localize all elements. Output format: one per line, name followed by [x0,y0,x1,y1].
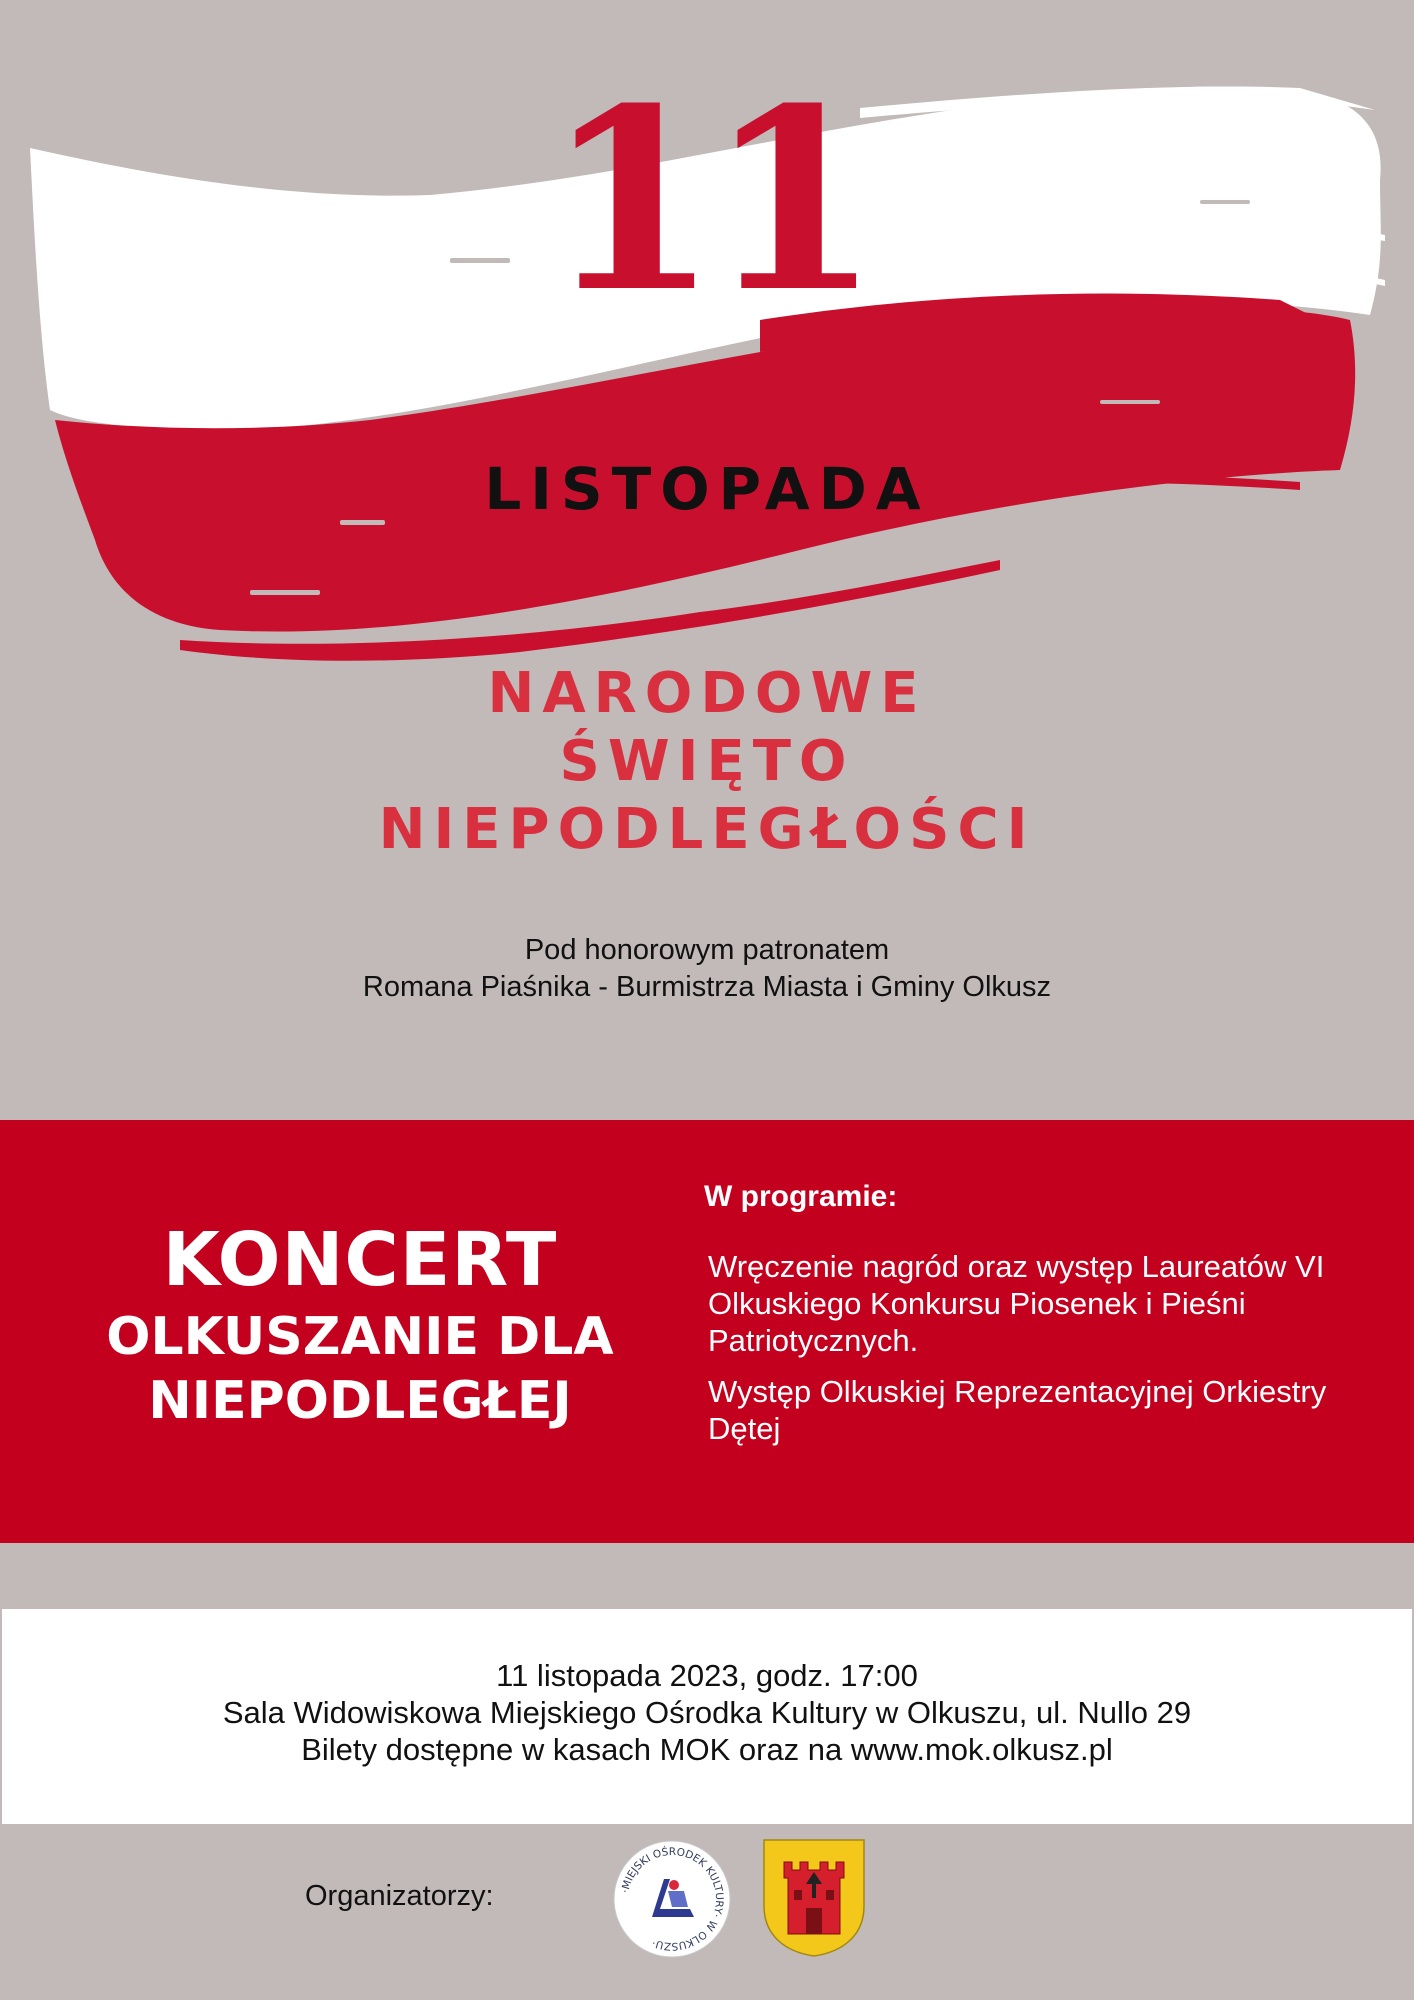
event-date-time: 11 listopada 2023, godz. 17:00 [496,1658,918,1693]
holiday-line: NIEPODLEGŁOŚCI [378,797,1036,862]
patronage-line: Pod honorowym patronatem [524,934,890,966]
patronage [0,932,1414,1006]
program-heading: W programie: [704,1180,898,1213]
holiday-title [0,660,1414,864]
program [704,1180,1364,1461]
svg-text:·MIEJSKI OŚRODEK KULTURY· W OL: ·MIEJSKI OŚRODEK KULTURY· W OLKUSZU· [619,1845,726,1953]
event-venue: Sala Widowiskowa Miejskiego Ośrodka Kultury w Olkuszu, ul. Nullo 29 [222,1695,1192,1730]
holiday-line: ŚWIĘTO [559,729,855,794]
concert-title-block [80,1215,640,1433]
concert-band [0,1120,1414,1543]
program-item: Wręczenie nagród oraz występ Laureatów VI Olkuskiego Konkursu Piosenek i Pieśni Patriotycznych. [708,1249,1325,1358]
organizers-label: Organizatorzy: [305,1880,494,1912]
concert-title: KONCERT [162,1217,558,1303]
holiday-line: NARODOWE [487,661,927,726]
day-number: 11 [545,53,869,347]
event-info-panel [2,1609,1412,1824]
olkusz-coat-of-arms [762,1838,866,1958]
month-title: LISTOPADA [484,455,930,523]
concert-subtitle-line: OLKUSZANIE DLA [106,1307,614,1367]
event-tickets: Bilety dostępne w kasach MOK oraz na www.mok.olkusz.pl [301,1732,1113,1767]
patronage-line: Romana Piaśnika - Burmistrza Miasta i Gminy Olkusz [362,971,1052,1003]
mok-logo [612,1839,732,1959]
concert-subtitle-line: NIEPODLEGŁEJ [148,1371,572,1431]
program-item: Występ Olkuskiej Reprezentacyjnej Orkiestry Dętej [708,1374,1327,1446]
